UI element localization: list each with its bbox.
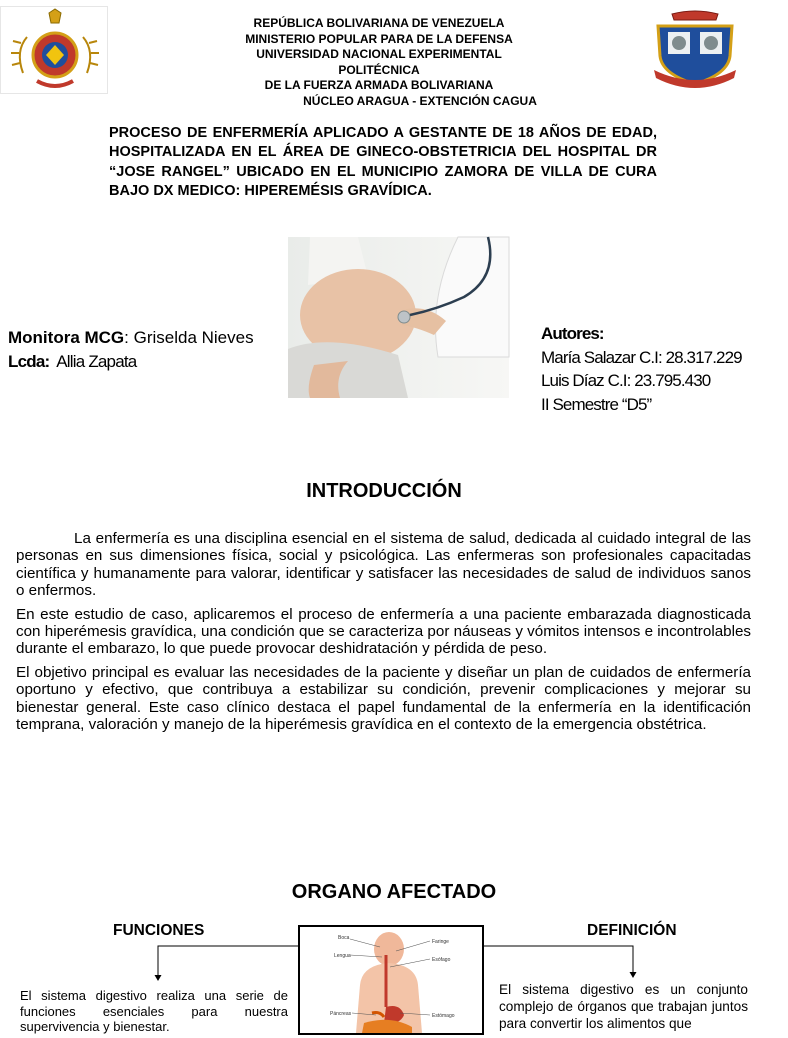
- introduction-paragraph: En este estudio de caso, aplicaremos el proceso de enfermería a una paciente embarazada diagnosticada con hiperémesis gravídica, una condición que se caracteriza por náuseas y vómitos intensos e incontrolables durante el embarazo, lo que puede provocar deshidratación y pérdida de peso.: [16, 605, 751, 658]
- lcda-name: Allia Zapata: [56, 352, 137, 371]
- monitor-name: : Griselda Nieves: [124, 328, 254, 347]
- institution-line: DE LA FUERZA ARMADA BOLIVARIANA: [264, 78, 494, 92]
- diagram-label: Lengua: [334, 953, 351, 959]
- author-line: Luis Díaz C.I: 23.795.430: [541, 371, 711, 390]
- author-line: María Salazar C.I: 28.317.229: [541, 347, 742, 367]
- diagram-label: Faringe: [432, 939, 449, 945]
- functions-text: El sistema digestivo realiza una serie de funciones esenciales para nuestra supervivencia y bienestar.: [20, 988, 288, 1034]
- diagram-label: Estómago: [432, 1013, 455, 1019]
- introduction-heading: INTRODUCCIÓN: [306, 480, 462, 502]
- arrow-down-icon: [155, 975, 162, 981]
- diagram-label: Páncreas: [330, 1011, 352, 1017]
- monitor-label: Monitora MCG: [8, 328, 125, 347]
- introduction-paragraph: La enfermería es una disciplina esencial en el sistema de salud, dedicada al cuidado integral de las personas en sus dimensiones física, social y psicológica. Las enfermeras son profesionales capacitadas científica y humanamente para valorar, identificar y satisfacer las necesidades de salud de individuos sanos o enfermos.: [16, 530, 751, 600]
- institution-line: UNIVERSIDAD NACIONAL EXPERIMENTAL: [256, 47, 502, 61]
- arrow-down-icon: [630, 972, 637, 978]
- functions-heading: FUNCIONES: [113, 922, 205, 939]
- institution-line: MINISTERIO POPULAR PARA DE LA DEFENSA: [245, 31, 513, 46]
- introduction-paragraph: El objetivo principal es evaluar las necesidades de la paciente y diseñar un plan de cuidados de enfermería oportuno y efectivo, que contribuya a estabilizar su condición, prevenir complicaciones y mejorar su bienestar general. Este caso clínico destaca el papel fundamental de la enfermería en la identificación temprana, valoración y manejo de la hiperémesis gravídica en el contexto de la emergencia obstétrica.: [16, 663, 751, 734]
- diagram-label: Esófago: [432, 957, 451, 963]
- organ-heading: ORGANO AFECTADO: [291, 881, 497, 903]
- digestive-system-diagram: [298, 925, 484, 1035]
- definition-text: El sistema digestivo es un conjunto complejo de órganos que trabajan juntos para convertir los alimentos que: [499, 982, 748, 1031]
- institution-line: REPÚBLICA BOLIVARIANA DE VENEZUELA: [253, 16, 505, 30]
- institution-line: POLITÉCNICA: [338, 62, 420, 77]
- lcda-label: Lcda:: [8, 352, 50, 371]
- institution-line: NÚCLEO ARAGUA - EXTENCIÓN CAGUA: [303, 93, 537, 108]
- digestive-system-icon: [300, 927, 482, 1033]
- diagram-label: Boca: [338, 935, 350, 941]
- authors-label: Autores:: [541, 324, 604, 343]
- document-title: PROCESO DE ENFERMERÍA APLICADO A GESTANTE DE 18 AÑOS DE EDAD, HOSPITALIZADA EN EL ÁREA DE GINECO-OBSTETRICIA DEL HOSPITAL DR “JOSE RANGEL” UBICADO EN EL MUNICIPIO ZAMORA DE VILLA DE CURA BAJO DX MEDICO: HIPEREMÉSIS GRAVÍDICA.: [109, 125, 657, 199]
- semester-line: II Semestre “D5”: [541, 394, 652, 414]
- definition-heading: DEFINICIÓN: [587, 922, 677, 939]
